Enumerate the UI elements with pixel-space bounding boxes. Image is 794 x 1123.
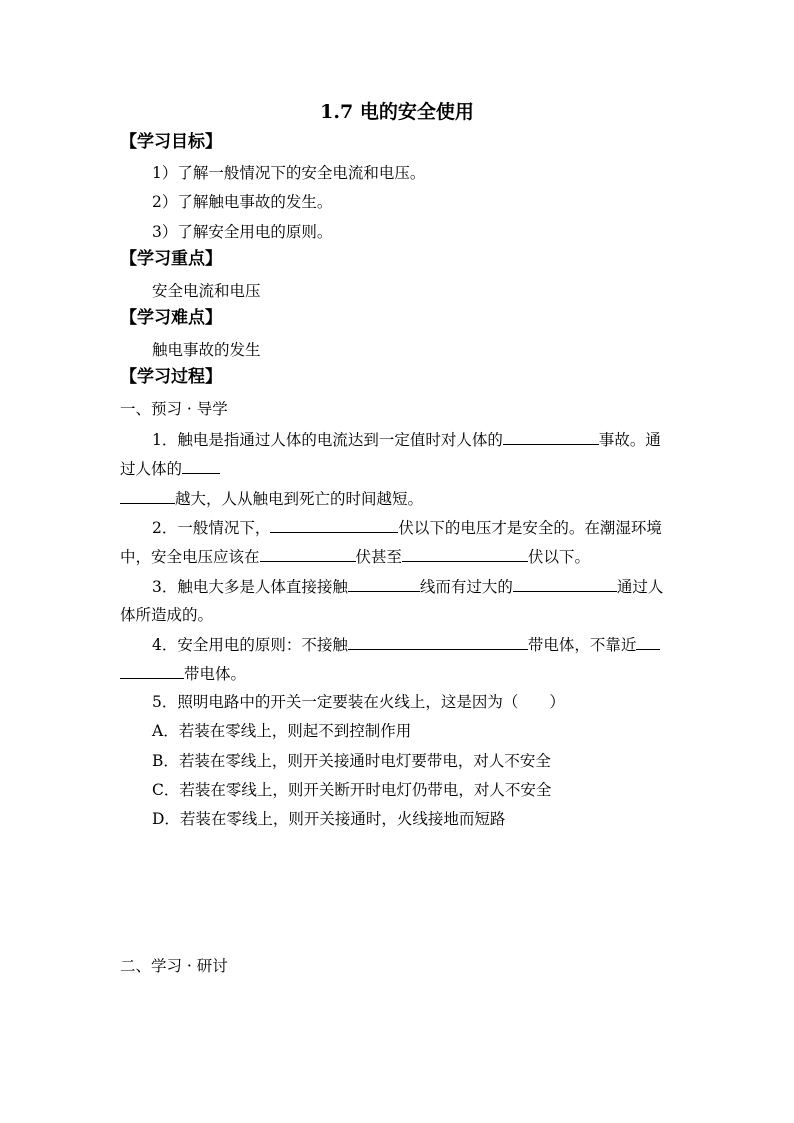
objective-item: 3）了解安全用电的原则。 (152, 223, 333, 241)
question-1-line-1 (152, 429, 661, 450)
answer-blank[interactable] (513, 576, 617, 592)
key-points-text: 安全电流和电压 (152, 282, 261, 300)
choice-option-c[interactable]: C．若装在零线上，则开关断开时电灯仍带电，对人不安全 (152, 781, 552, 799)
answer-blank[interactable] (503, 429, 599, 445)
question-1-line-2 (120, 458, 220, 479)
question-text: 伏以下的电压才是安全的。在潮湿环境 (398, 519, 662, 537)
objective-item: 2）了解触电事故的发生。 (152, 193, 333, 211)
question-text: 带电体。 (184, 665, 247, 683)
choice-option-b[interactable]: B．若装在零线上，则开关接通时电灯要带电，对人不安全 (152, 752, 551, 770)
answer-blank[interactable] (636, 634, 660, 650)
question-1-line-3 (120, 488, 423, 509)
question-text: 4．安全用电的原则：不接触 (152, 636, 348, 654)
question-3-line-2: 体所造成的。 (120, 606, 214, 624)
page-title: 1.7 电的安全使用 (320, 101, 474, 123)
question-text: 带电体，不靠近 (527, 636, 637, 654)
answer-blank[interactable] (270, 517, 398, 533)
question-4-line-2 (120, 663, 246, 684)
question-5-stem: 5．照明电路中的开关一定要装在火线上，这是因为（ ） (152, 693, 565, 711)
choice-option-d[interactable]: D．若装在零线上，则开关接通时，火线接地而短路 (152, 810, 506, 828)
answer-blank[interactable] (402, 546, 528, 562)
question-text: 中，安全电压应该在 (120, 548, 260, 566)
question-2-line-2 (120, 546, 590, 567)
answer-blank[interactable] (182, 458, 220, 474)
section-heading: 二、学习 · 研讨 (120, 957, 228, 975)
choice-option-a[interactable]: A．若装在零线上，则起不到控制作用 (152, 722, 412, 740)
question-text: 过人体的 (120, 460, 183, 478)
difficulties-text: 触电事故的发生 (152, 341, 261, 359)
difficulties-heading: 【学习难点】 (120, 308, 222, 328)
question-text: 越大，人从触电到死亡的时间越短。 (175, 490, 424, 508)
question-text: 线而有过大的 (419, 578, 513, 596)
section-heading: 一、预习 · 导学 (120, 400, 228, 418)
question-text: 2．一般情况下， (152, 519, 271, 537)
question-text: 伏以下。 (528, 548, 591, 566)
objectives-heading: 【学习目标】 (120, 132, 222, 152)
question-3-line-1 (152, 576, 663, 597)
answer-blank[interactable] (348, 576, 420, 592)
answer-blank[interactable] (260, 546, 356, 562)
objective-item: 1）了解一般情况下的安全电流和电压。 (152, 164, 426, 182)
process-heading: 【学习过程】 (120, 367, 222, 387)
answer-blank[interactable] (348, 634, 528, 650)
question-4-line-1 (152, 634, 660, 655)
answer-blank[interactable] (120, 663, 184, 679)
question-text: 通过人 (616, 578, 664, 596)
key-points-heading: 【学习重点】 (120, 249, 222, 269)
question-text: 3．触电大多是人体直接接触 (152, 578, 348, 596)
question-text: 事故。通 (598, 431, 661, 449)
question-text: 伏甚至 (355, 548, 403, 566)
question-text: 1．触电是指通过人体的电流达到一定值时对人体的 (152, 431, 503, 449)
answer-blank[interactable] (120, 488, 175, 504)
question-2-line-1 (152, 517, 662, 538)
